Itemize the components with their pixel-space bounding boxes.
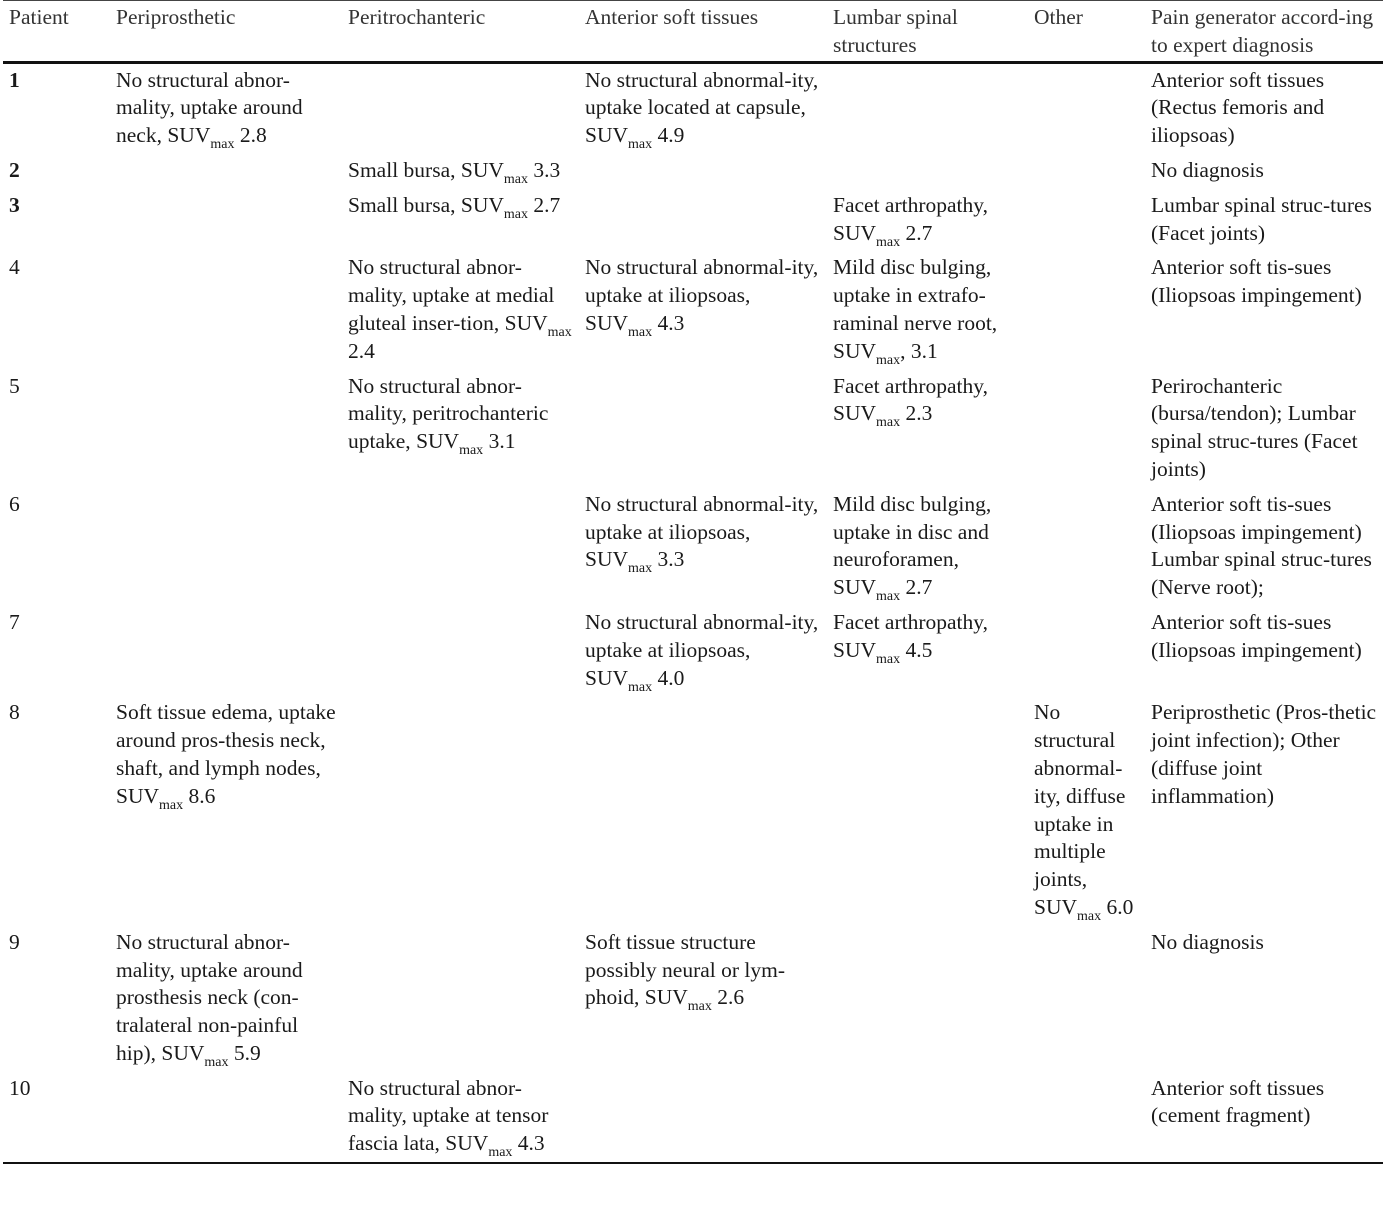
cell-text: Mild disc bulging, uptake in disc and neuroforamen, [833, 491, 992, 572]
cell-peritrochanteric [342, 1072, 579, 1163]
cell-text: No structural abnormal-ity, uptake at iliopsoas, [585, 491, 819, 544]
cell-periprosthetic [110, 62, 342, 154]
suv-subscript: max [210, 137, 235, 153]
cell-anterior [579, 606, 827, 696]
cell-peritrochanteric [342, 370, 579, 488]
cell-patient: 10 [9, 1075, 31, 1100]
suv-label: SUV [416, 429, 460, 454]
cell-peritrochanteric [342, 606, 579, 696]
cell-patient: 2 [9, 157, 20, 182]
header-peritrochanteric: Peritrochanteric [348, 5, 486, 29]
table-row [3, 926, 1383, 1072]
header-lumbar-spinal-structures: Lumbar spinal structures [833, 5, 958, 57]
table-row [3, 62, 1383, 154]
cell-anterior [579, 926, 827, 1072]
suv-label: SUV [833, 220, 877, 245]
cell-patient: 4 [9, 255, 20, 280]
cell-text: No structural abnormal-ity, uptake at iliopsoas, [585, 609, 819, 662]
suv-label: SUV [585, 547, 629, 572]
suv-subscript: max [628, 679, 653, 695]
suv-value: 2.6 [711, 985, 745, 1010]
suv-label: SUV [445, 1131, 489, 1156]
suv-subscript: max [876, 651, 901, 667]
cell-peritrochanteric [342, 696, 579, 925]
cell-pain-generator: Periprosthetic (Pros-thetic joint infection); Other (diffuse joint inflammation) [1151, 700, 1377, 808]
cell-peritrochanteric [342, 251, 579, 369]
suv-label: SUV [1034, 894, 1078, 919]
cell-peritrochanteric [342, 62, 579, 154]
cell-pain-generator: Anterior soft tissues (Rectus femoris and iliopsoas) [1151, 67, 1325, 148]
cell-patient: 7 [9, 609, 20, 634]
cell-pain-generator: Anterior soft tis-sues (Iliopsoas impingement) [1151, 255, 1362, 308]
cell-text: No structural abnormal-ity, uptake at iliopsoas, [585, 255, 819, 308]
suv-value: 8.6 [183, 783, 216, 808]
suv-value: 4.9 [652, 123, 685, 148]
suv-label: SUV [585, 123, 629, 148]
suv-value: 2.7 [900, 575, 933, 600]
suv-label: SUV [833, 637, 877, 662]
cell-text: No structural abnor-mality, uptake at tensor fascia lata, [348, 1075, 549, 1156]
suv-subscript: max [876, 589, 901, 605]
cell-text: Mild disc bulging, uptake in extrafo-raminal nerve root, [833, 255, 998, 335]
cell-text: Facet arthropathy, [833, 373, 989, 398]
cell-text: No structural abnor-mality, uptake at medial gluteal inser-tion, [348, 255, 555, 335]
header-patient: Patient [9, 5, 69, 29]
suv-subscript: max [503, 171, 528, 187]
suv-value: 4.3 [512, 1131, 545, 1156]
table-row [3, 251, 1383, 369]
cell-other [1028, 606, 1145, 696]
cell-anterior [579, 251, 827, 369]
suv-value: 5.9 [228, 1040, 261, 1065]
table-row [3, 488, 1383, 606]
cell-lumbar [827, 488, 1028, 606]
table-row [3, 370, 1383, 488]
suv-subscript: max [488, 1145, 513, 1161]
suv-value: 3.1 [483, 429, 516, 454]
table-row [3, 1072, 1383, 1163]
suv-value: 4.3 [652, 310, 685, 335]
cell-text: No structural abnormal-ity, diffuse uptake in multiple joints, [1034, 700, 1126, 892]
suv-label: SUV [167, 123, 211, 148]
suv-subscript: max [876, 234, 901, 250]
cell-other [1028, 1072, 1145, 1163]
suv-label: SUV [833, 575, 877, 600]
suv-value: 2.7 [900, 220, 933, 245]
cell-pain-generator: Anterior soft tis-sues (Iliopsoas impingement) Lumbar spinal struc-tures (Nerve root); [1151, 491, 1372, 600]
suv-subscript: max [628, 324, 653, 340]
cell-text: Facet arthropathy, [833, 192, 989, 217]
cell-pain-generator: Perirochanteric (bursa/tendon); Lumbar spinal struc-tures (Facet joints) [1151, 373, 1358, 481]
suv-subscript: max [204, 1054, 229, 1070]
cell-anterior [579, 370, 827, 488]
suv-value: , 3.1 [900, 338, 938, 363]
suv-value: 3.3 [528, 157, 561, 182]
cell-text: No structural abnormal-ity, uptake located at capsule, [585, 67, 819, 120]
table-row [3, 606, 1383, 696]
cell-text: Small bursa, [348, 157, 461, 182]
cell-lumbar [827, 696, 1028, 925]
suv-subscript: max [547, 324, 572, 340]
suv-subscript: max [628, 137, 653, 153]
cell-lumbar [827, 370, 1028, 488]
suv-label: SUV [116, 783, 160, 808]
suv-value: 2.4 [348, 338, 375, 363]
suv-value: 2.7 [528, 192, 561, 217]
cell-lumbar [827, 1072, 1028, 1163]
cell-lumbar [827, 62, 1028, 154]
cell-text: No structural abnor-mality, uptake around neck, [116, 67, 303, 148]
cell-lumbar [827, 251, 1028, 369]
suv-label: SUV [833, 401, 877, 426]
cell-other [1028, 62, 1145, 154]
cell-text: Soft tissue edema, uptake around pros-thesis neck, shaft, and lymph nodes, [116, 700, 336, 780]
cell-text: Small bursa, [348, 192, 461, 217]
header-anterior-soft-tissues: Anterior soft tissues [585, 5, 759, 29]
header-periprosthetic: Periprosthetic [116, 5, 236, 29]
cell-text: Soft tissue structure possibly neural or lym-phoid, [585, 929, 786, 1010]
suv-subscript: max [1077, 908, 1102, 924]
cell-lumbar [827, 189, 1028, 252]
cell-pain-generator: Anterior soft tis-sues (Iliopsoas impingement) [1151, 609, 1362, 662]
suv-value: 4.5 [900, 637, 933, 662]
cell-lumbar [827, 606, 1028, 696]
cell-text: Facet arthropathy, [833, 609, 989, 634]
cell-other [1028, 154, 1145, 189]
cell-other [1028, 189, 1145, 252]
results-table [3, 0, 1383, 1164]
cell-patient: 1 [9, 67, 20, 92]
cell-patient: 6 [9, 491, 20, 516]
suv-label: SUV [644, 985, 688, 1010]
cell-periprosthetic [110, 154, 342, 189]
suv-value: 2.8 [234, 123, 267, 148]
cell-text: No structural abnor-mality, peritrochanteric uptake, [348, 373, 549, 454]
cell-periprosthetic [110, 189, 342, 252]
cell-peritrochanteric [342, 926, 579, 1072]
suv-subscript: max [876, 352, 901, 368]
suv-label: SUV [161, 1040, 205, 1065]
header-row [3, 1, 1383, 63]
suv-value: 4.0 [652, 665, 685, 690]
suv-value: 2.3 [900, 401, 933, 426]
suv-subscript: max [503, 206, 528, 222]
cell-other [1028, 488, 1145, 606]
cell-other [1028, 370, 1145, 488]
cell-pain-generator: Anterior soft tissues (cement fragment) [1151, 1075, 1325, 1128]
cell-periprosthetic [110, 1072, 342, 1163]
header-other: Other [1034, 5, 1083, 29]
cell-periprosthetic [110, 488, 342, 606]
cell-lumbar [827, 154, 1028, 189]
suv-label: SUV [460, 192, 504, 217]
cell-other [1028, 696, 1145, 925]
cell-anterior [579, 696, 827, 925]
cell-pain-generator: No diagnosis [1151, 929, 1264, 954]
cell-pain-generator: No diagnosis [1151, 157, 1264, 182]
cell-anterior [579, 189, 827, 252]
cell-anterior [579, 488, 827, 606]
cell-patient: 5 [9, 373, 20, 398]
suv-value: 3.3 [652, 547, 685, 572]
header-pain-generator: Pain generator accord-ing to expert diagnosis [1151, 5, 1374, 57]
suv-subscript: max [459, 443, 484, 459]
suv-subscript: max [687, 999, 712, 1015]
cell-periprosthetic [110, 606, 342, 696]
cell-peritrochanteric [342, 488, 579, 606]
cell-peritrochanteric [342, 189, 579, 252]
table-row [3, 189, 1383, 252]
cell-periprosthetic [110, 370, 342, 488]
cell-other [1028, 926, 1145, 1072]
cell-patient: 9 [9, 929, 20, 954]
suv-label: SUV [585, 665, 629, 690]
cell-periprosthetic [110, 251, 342, 369]
table-row [3, 696, 1383, 925]
table-row [3, 154, 1383, 189]
suv-subscript: max [159, 797, 184, 813]
suv-value: 6.0 [1101, 894, 1134, 919]
cell-periprosthetic [110, 696, 342, 925]
cell-patient: 3 [9, 192, 20, 217]
suv-label: SUV [504, 310, 548, 335]
cell-anterior [579, 62, 827, 154]
cell-anterior [579, 154, 827, 189]
cell-pain-generator: Lumbar spinal struc-tures (Facet joints) [1151, 192, 1372, 245]
suv-label: SUV [585, 310, 629, 335]
cell-other [1028, 251, 1145, 369]
cell-anterior [579, 1072, 827, 1163]
cell-peritrochanteric [342, 154, 579, 189]
cell-lumbar [827, 926, 1028, 1072]
suv-subscript: max [628, 561, 653, 577]
cell-periprosthetic [110, 926, 342, 1072]
cell-patient: 8 [9, 700, 20, 725]
suv-label: SUV [833, 338, 877, 363]
cell-text: No structural abnor-mality, uptake around prosthesis neck (con-tralateral non-painful hip), [116, 929, 303, 1065]
suv-subscript: max [876, 415, 901, 431]
suv-label: SUV [460, 157, 504, 182]
